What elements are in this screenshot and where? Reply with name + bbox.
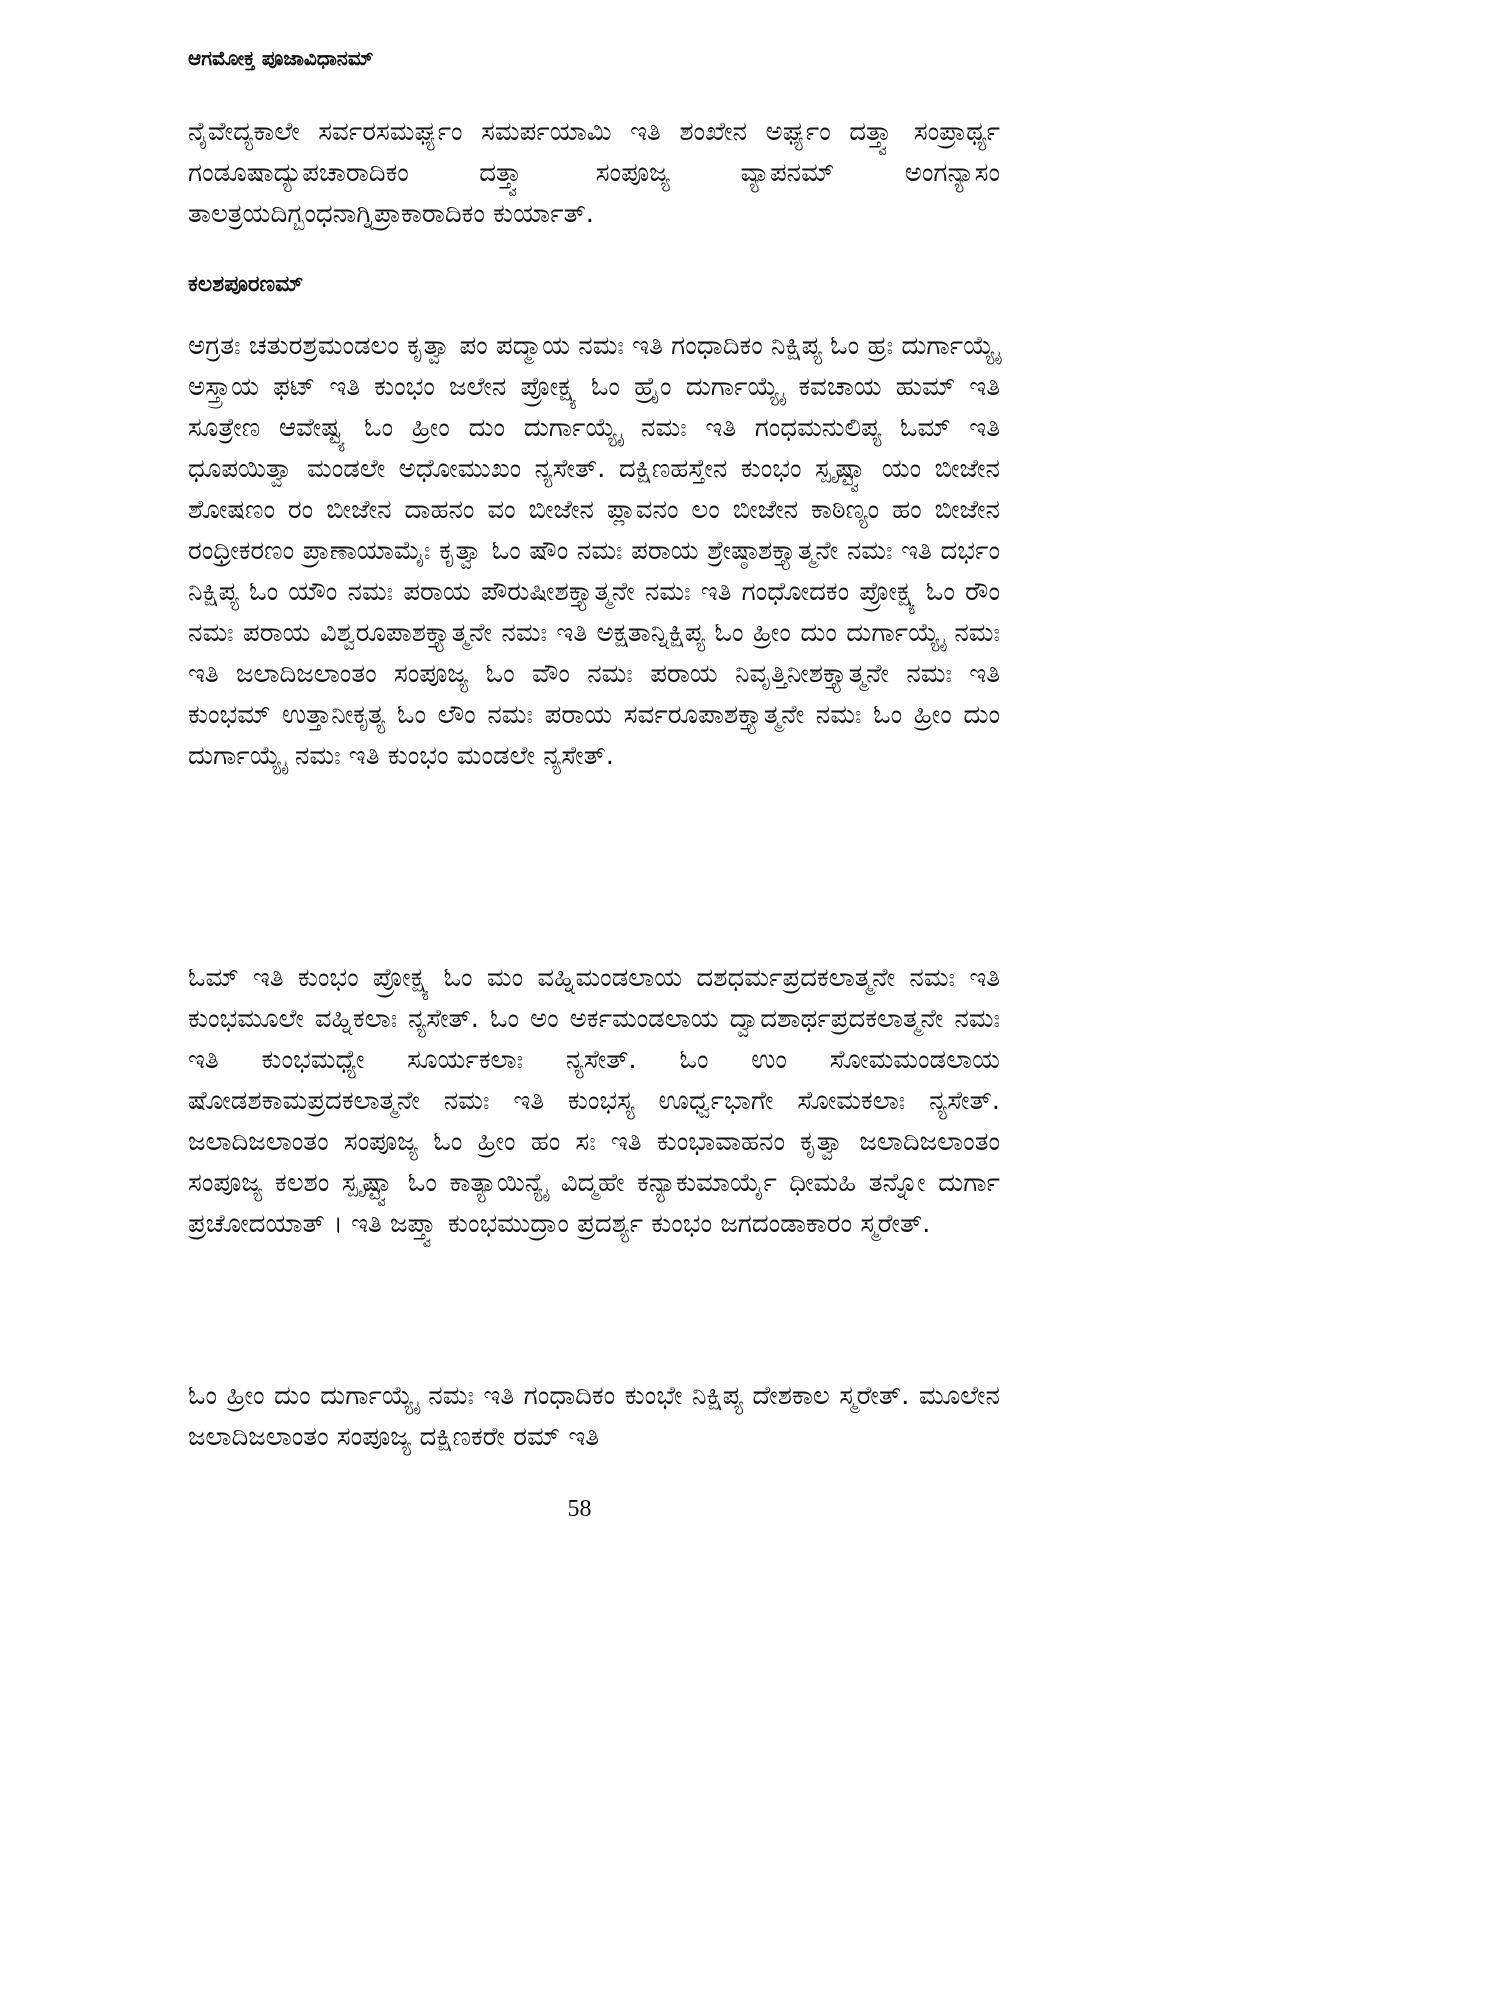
section-heading: ಕಲಶಪೂರಣಮ್ bbox=[188, 272, 304, 297]
running-head: ಆಗಮೋಕ್ತ ಪೂಜಾವಿಧಾನಮ್ bbox=[188, 46, 374, 70]
page-number: 58 bbox=[567, 1496, 592, 1522]
paragraph-intro: ನೈವೇದ್ಯಕಾಲೇ ಸರ್ವರಸಮರ್ಘ್ಯಂ ಸಮರ್ಪಯಾಮಿ ಇತಿ ಶಂಖೇನ ಅರ್ಘ್ಯಂ ದತ್ತ್ವಾ ಸಂಪ್ರಾರ್ಥ್ಯ ಗಂಡೂಷಾದ್ಯುಪಚಾರಾದಿಕಂ ದತ್ತ್ವಾ ಸಂಪೂಜ್ಯ ವ್ಯಾಪನಮ್ ಅಂಗನ್ಯಾಸಂ ತಾಲತ್ರಯದಿಗ್ಬಂಧನಾಗ್ನಿಪ್ರಾಕಾರಾದಿಕಂ ಕುರ್ಯಾತ್. bbox=[188, 117, 1000, 229]
paragraph-kalasha-1: ಅಗ್ರತಃ ಚತುರಶ್ರಮಂಡಲಂ ಕೃತ್ವಾ ಪಂ ಪದ್ಮಾಯ ನಮಃ ಇತಿ ಗಂಧಾದಿಕಂ ನಿಕ್ಷಿಪ್ಯ ಓಂ ಹ್ರಃ ದುರ್ಗಾಯ್ಯೈ ಅಸ್ತ್ರಾಯ ಫಟ್ ಇತಿ ಕುಂಭಂ ಜಲೇನ ಪ್ರೋಕ್ಷ್ಯ ಓಂ ಹ್ರೈಂ ದುರ್ಗಾಯ್ಯೈ ಕವಚಾಯ ಹುಮ್ ಇತಿ ಸೂತ್ರೇಣ ಆವೇಷ್ಟ್ಯ ಓಂ ಹ್ರೀಂ ದುಂ ದುರ್ಗಾಯ್ಯೈ ನಮಃ ಇತಿ ಗಂಧಮನುಲಿಪ್ಯ ಓಮ್ ಇತಿ ಧೂಪಯಿತ್ವಾ ಮಂಡಲೇ ಅಧೋಮುಖಂ ನ್ಯಸೇತ್. ದಕ್ಷಿಣಹಸ್ತೇನ ಕುಂಭಂ ಸ್ಪೃಷ್ಟ್ವಾ ಯಂ ಬೀಜೇನ ಶೋಷಣಂ ರಂ ಬೀಜೇನ ದಾಹನಂ ವಂ ಬೀಜೇನ ಪ್ಲಾವನಂ ಲಂ ಬೀಜೇನ ಕಾಠಿಣ್ಯಂ ಹಂ ಬೀಜೇನ ರಂಧ್ರೀಕರಣಂ ಪ್ರಾಣಾಯಾಮೈಃ ಕೃತ್ವಾ ಓಂ ಷೌಂ ನಮಃ ಪರಾಯ ಶ್ರೇಷ್ಠಾಶಕ್ತ್ಯಾತ್ಮನೇ ನಮಃ ಇತಿ ದರ್ಭಂ ನಿಕ್ಷಿಪ್ಯ ಓಂ ಯೌಂ ನಮಃ ಪರಾಯ ಪೌರುಷೀಶಕ್ತ್ಯಾತ್ಮನೇ ನಮಃ ಇತಿ ಗಂಧೋದಕಂ ಪ್ರೋಕ್ಷ್ಯ ಓಂ ರೌಂ ನಮಃ ಪರಾಯ ವಿಶ್ವರೂಪಾಶಕ್ತ್ಯಾತ್ಮನೇ ನಮಃ ಇತಿ ಅಕ್ಷತಾನ್ನಿಕ್ಷಿಪ್ಯ ಓಂ ಹ್ರೀಂ ದುಂ ದುರ್ಗಾಯ್ಯೈ ನಮಃ ಇತಿ ಜಲಾದಿಜಲಾಂತಂ ಸಂಪೂಜ್ಯ ಓಂ ವೌಂ ನಮಃ ಪರಾಯ ನಿವೃತ್ತಿನೀಶಕ್ತ್ಯಾತ್ಮನೇ ನಮಃ ಇತಿ ಕುಂಭಮ್ ಉತ್ತಾನೀಕೃತ್ಯ ಓಂ ಲೌಂ ನಮಃ ಪರಾಯ ಸರ್ವರೂಪಾಶಕ್ತ್ಯಾತ್ಮನೇ ನಮಃ ಓಂ ಹ್ರೀಂ ದುಂ ದುರ್ಗಾಯ್ಯೈ ನಮಃ ಇತಿ ಕುಂಭಂ ಮಂಡಲೇ ನ್ಯಸೇತ್. bbox=[188, 331, 1001, 771]
paragraph-kalasha-3: ಓಂ ಹ್ರೀಂ ದುಂ ದುರ್ಗಾಯ್ಯೈ ನಮಃ ಇತಿ ಗಂಧಾದಿಕಂ ಕುಂಭೇ ನಿಕ್ಷಿಪ್ಯ ದೇಶಕಾಲ ಸ್ಮರೇತ್. ಮೂಲೇನ ಜಲಾದಿಜಲಾಂತಂ ಸಂಪೂಜ್ಯ ದಕ್ಷಿಣಕರೇ ರಮ್ ಇತಿ bbox=[188, 1381, 1000, 1452]
paragraph-kalasha-2: ಓಮ್ ಇತಿ ಕುಂಭಂ ಪ್ರೋಕ್ಷ್ಯ ಓಂ ಮಂ ವಹ್ನಿಮಂಡಲಾಯ ದಶಧರ್ಮಪ್ರದಕಲಾತ್ಮನೇ ನಮಃ ಇತಿ ಕುಂಭಮೂಲೇ ವಹ್ನಿಕಲಾಃ ನ್ಯಸೇತ್. ಓಂ ಅಂ ಅರ್ಕಮಂಡಲಾಯ ದ್ವಾದಶಾರ್ಥಪ್ರದಕಲಾತ್ಮನೇ ನಮಃ ಇತಿ ಕುಂಭಮಧ್ಯೇ ಸೂರ್ಯಕಲಾಃ ನ್ಯಸೇತ್. ಓಂ ಉಂ ಸೋಮಮಂಡಲಾಯ ಷೋಡಶಕಾಮಪ್ರದಕಲಾತ್ಮನೇ ನಮಃ ಇತಿ ಕುಂಭಸ್ಯ ಊರ್ಧ್ವಭಾಗೇ ಸೋಮಕಲಾಃ ನ್ಯಸೇತ್. ಜಲಾದಿಜಲಾಂತಂ ಸಂಪೂಜ್ಯ ಓಂ ಹ್ರೀಂ ಹಂ ಸಃ ಇತಿ ಕುಂಭಾವಾಹನಂ ಕೃತ್ವಾ ಜಲಾದಿಜಲಾಂತಂ ಸಂಪೂಜ್ಯ ಕಲಶಂ ಸ್ಪೃಷ್ಟ್ವಾ ಓಂ ಕಾತ್ಯಾಯಿನ್ಯೈ ವಿದ್ಮಹೇ ಕನ್ಯಾಕುಮಾರ್ಯೈ ಧೀಮಹಿ ತನ್ನೋ ದುರ್ಗಾ ಪ್ರಚೋದಯಾತ್ । ಇತಿ ಜಪ್ತ್ವಾ ಕುಂಭಮುದ್ರಾಂ ಪ್ರದರ್ಶ್ಯ ಕುಂಭಂ ಜಗದಂಡಾಕಾರಂ ಸ್ಮರೇತ್. bbox=[188, 963, 1000, 1239]
